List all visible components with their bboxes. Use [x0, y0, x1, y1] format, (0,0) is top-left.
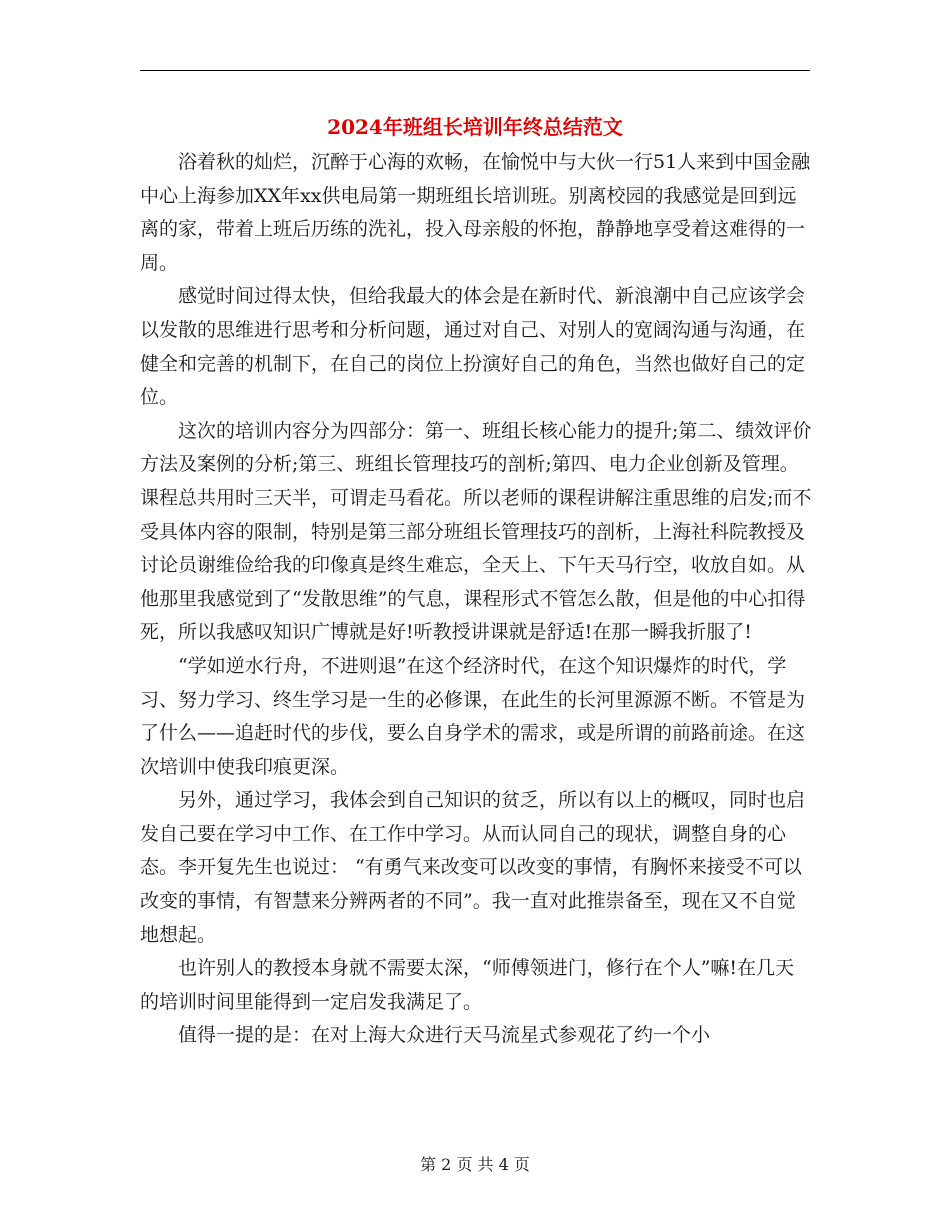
page-number-footer: 第 2 页 共 4 页 — [420, 1155, 530, 1174]
paragraph-1: 浴着秋的灿烂，沉醉于心海的欢畅，在愉悦中与大伙一行51人来到中国金融中心上海参加XX年xx供电局第一期班组长培训班。别离校园的我感觉是回到远离的家，带着上班后历练的洗礼，投入母亲般的怀抱，静静地享受着这难得的一周。 — [140, 151, 811, 274]
paragraph-2: 感觉时间过得太快，但给我最大的体会是在新时代、新浪潮中自己应该学会以发散的思维进行思考和分析问题，通过对自己、对别人的宽阔沟通与沟通，在健全和完善的机制下，在自己的岗位上扮演好自己的角色，当然也做好自己的定位。 — [140, 285, 806, 409]
paragraph-7: 值得一提的是：在对上海大众进行天马流星式参观花了约一个小 — [178, 1024, 711, 1047]
paragraph-4: “学如逆水行舟，不进则退”在这个经济时代，在这个知识爆炸的时代，学习、努力学习、终生学习是一生的必修课，在此生的长河里源源不断。不管是为了什么——追赶时代的步伐，要么自身学术的需求，或是所谓的前路前途。在这次培训中使我印痕更深。 — [140, 654, 806, 778]
paragraph-3: 这次的培训内容分为四部分：第一、班组长核心能力的提升;第二、绩效评价方法及案例的分析;第三、班组长管理技巧的剖析;第四、电力企业创新及管理。课程总共用时三天半，可谓走马看花。所以老师的课程讲解注重思维的启发;而不受具体内容的限制，特别是第三部分班组长管理技巧的剖析，上海社科院教授及讨论员谢维俭给我的印像真是终生难忘，全天上、下午天马行空，收放自如。从他那里我感觉到了“发散思维”的气息，课程形式不管怎么散，但是他的中心扣得死，所以我感叹知识广博就是好!听教授讲课就是舒适!在那一瞬我折服了! — [140, 419, 812, 644]
paragraph-5: 另外，通过学习，我体会到自己知识的贫乏，所以有以上的概叹，同时也启发自己要在学习中工作、在工作中学习。从而认同自己的现状，调整自身的心态。李开复先生也说过： “有勇气来改变可以改变的事情，有胸怀来接受不可以改变的事情，有智慧来分辨两者的不同”。我一直对此推崇备至，现在又不自觉地想起。 — [140, 789, 806, 946]
document-title: 2024年班组长培训年终总结范文 — [327, 115, 623, 139]
document-body — [140, 146, 830, 1053]
header-rule — [140, 70, 810, 71]
paragraph-6: 也许别人的教授本身就不需要太深，“师傅领进门，修行在个人”嘛!在几天的培训时间里能得到一定启发我满足了。 — [140, 957, 795, 1013]
